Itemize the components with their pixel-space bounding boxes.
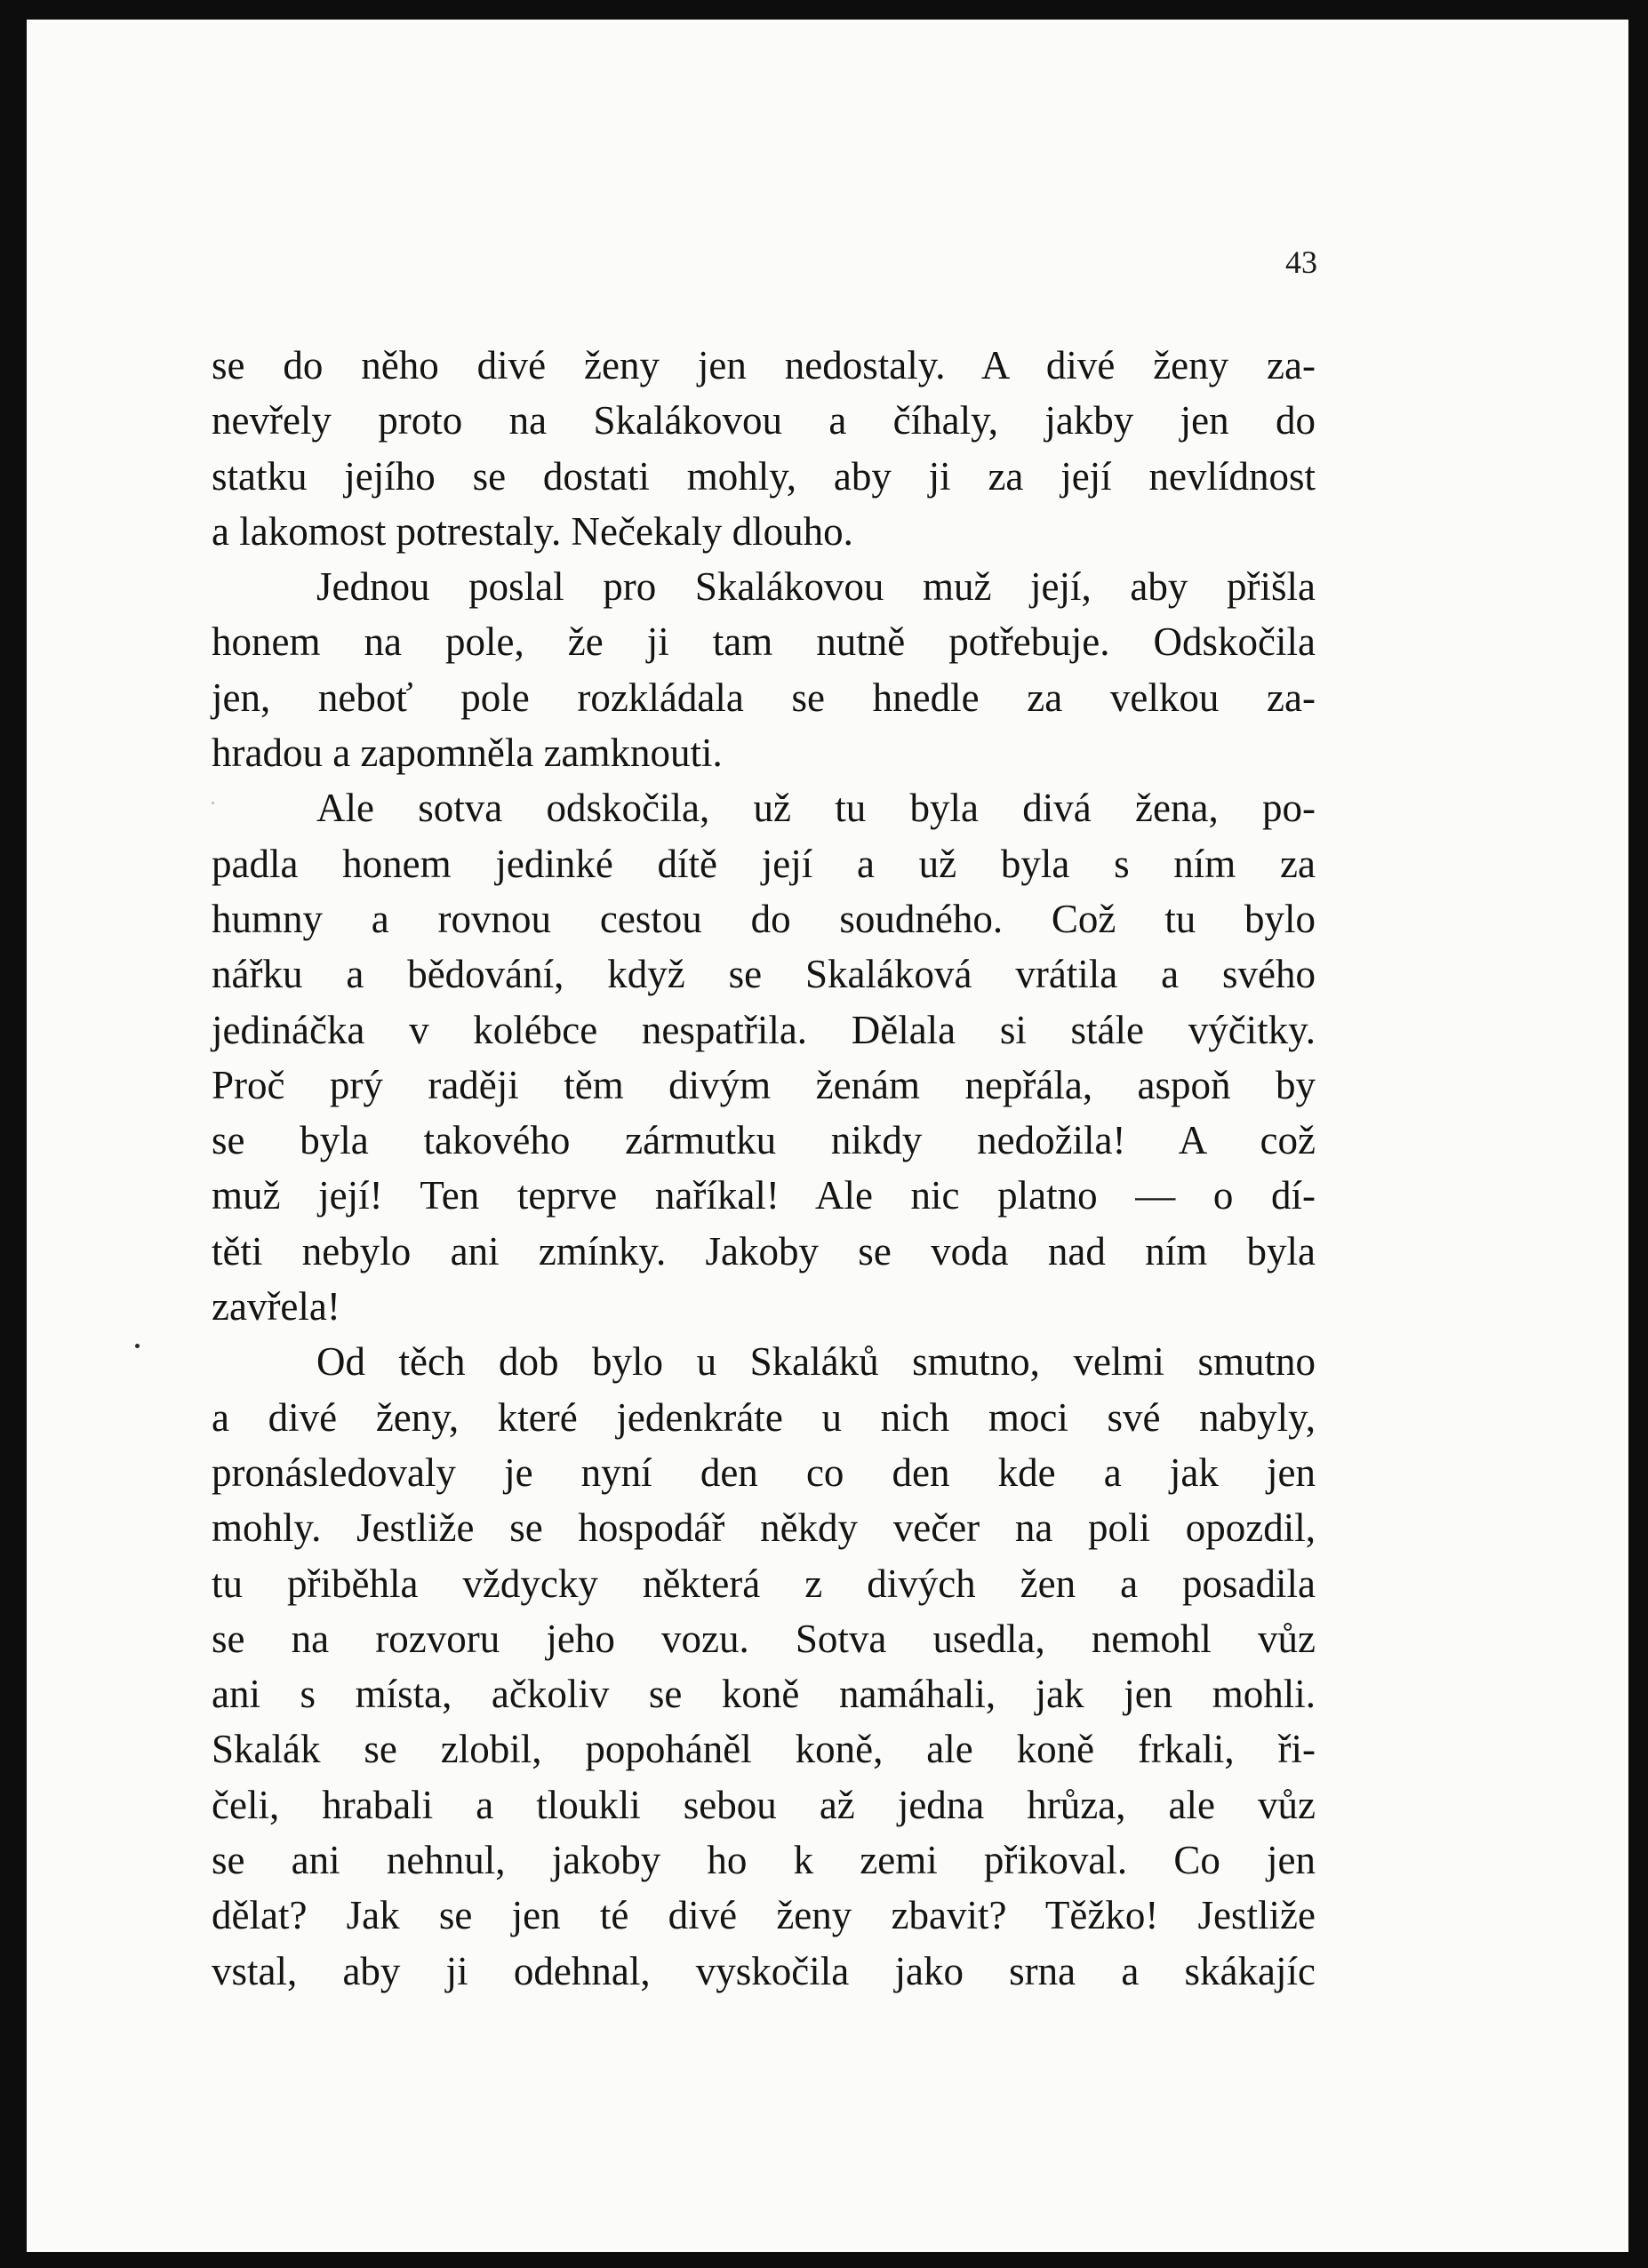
book-page (27, 20, 1628, 2252)
text-line: tu přiběhla vždycky některá z divých žen a posadila (212, 1561, 1316, 1606)
text-line: dělat? Jak se jen té divé ženy zbavit? Těžko! Jestliže (212, 1893, 1316, 1938)
text-line: čeli, hrabali a tloukli sebou až jedna hrůza, ale vůz (212, 1782, 1316, 1827)
text-line: Od těch dob bylo u Skaláků smutno, velmi smutno (316, 1339, 1316, 1385)
text-line: pronásledovaly je nyní den co den kde a jak jen (212, 1449, 1316, 1495)
text-line: mohly. Jestliže se hospodář někdy večer na poli opozdil, (212, 1505, 1316, 1551)
page-number: 43 (1285, 244, 1317, 280)
text-line: honem na pole, že ji tam nutně potřebuje. Odskočila (212, 619, 1316, 665)
text-line: nevřely proto na Skalákovou a číhaly, jakby jen do (212, 398, 1316, 443)
text-line: muž její! Ten teprve naříkal! Ale nic platno — o dí- (212, 1173, 1316, 1218)
text-line: vstal, aby ji odehnal, vyskočila jako srna a skákajíc (212, 1948, 1316, 1993)
text-line: humny a rovnou cestou do soudného. Což tu bylo (212, 896, 1316, 941)
text-line: se na rozvoru jeho vozu. Sotva usedla, nemohl vůz (212, 1616, 1316, 1661)
text-line: padla honem jedinké dítě její a už byla s ním za (212, 841, 1316, 886)
text-line: Ale sotva odskočila, už tu byla divá žena, po- (316, 786, 1316, 831)
text-line: se ani nehnul, jakoby ho k zemi přikoval. Co jen (212, 1838, 1316, 1883)
text-line: ani s místa, ačkoliv se koně namáhali, jak jen mohli. (212, 1672, 1316, 1717)
text-line: a lakomost potrestaly. Nečekaly dlouho. (212, 508, 853, 554)
text-line: jen, neboť pole rozkládala se hnedle za velkou za- (212, 675, 1316, 720)
text-line: hradou a zapomněla zamknouti. (212, 731, 723, 776)
text-line: nářku a bědování, když se Skaláková vrátila a svého (212, 952, 1316, 997)
text-line: zavřela! (212, 1284, 340, 1330)
text-line: se byla takového zármutku nikdy nedožila! A což (212, 1118, 1316, 1163)
scan-speck (135, 1344, 140, 1348)
text-line: Jednou poslal pro Skalákovou muž její, aby přišla (316, 564, 1316, 610)
body-text (212, 338, 1316, 1999)
text-line: se do něho divé ženy jen nedostaly. A divé ženy za- (212, 343, 1316, 387)
text-line: Proč prý raději těm divým ženám nepřála, aspoň by (212, 1062, 1316, 1107)
text-line: jedináčka v kolébce nespatřila. Dělala si stále výčitky. (212, 1007, 1316, 1052)
text-line: a divé ženy, které jedenkráte u nich moci své nabyly, (212, 1394, 1316, 1440)
text-line: těti nebylo ani zmínky. Jakoby se voda nad ním byla (212, 1228, 1316, 1274)
scan-speck (212, 802, 214, 804)
text-line: statku jejího se dostati mohly, aby ji za její nevlídnost (212, 453, 1316, 499)
text-line: Skalák se zlobil, popoháněl koně, ale koně frkali, ři- (212, 1727, 1316, 1772)
